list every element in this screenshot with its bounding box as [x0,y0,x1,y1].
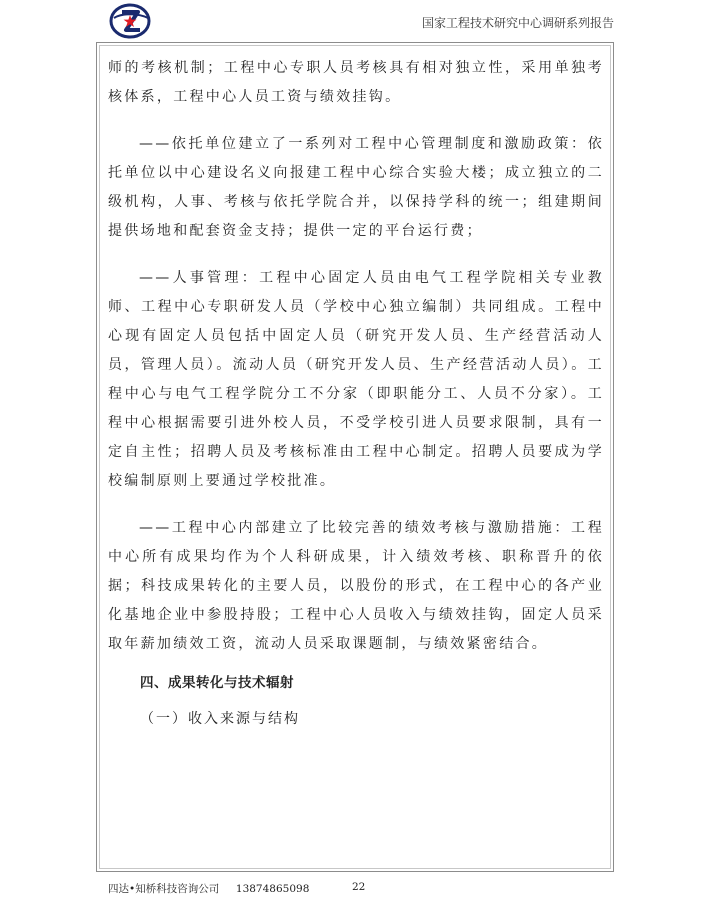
section-heading: 四、成果转化与技术辐射 [140,675,294,691]
page-number: 22 [352,881,366,893]
subsection-heading: （一）收入来源与结构 [140,711,300,727]
paragraph-gap [108,496,604,514]
paragraph-assessment-continued: 师的考核机制；工程中心专职人员考核具有相对独立性，采用单独考核体系，工程中心人员工资与绩效挂钩。 [108,60,604,105]
footer-company-name: 四达•知桥科技咨询公司 [108,883,220,895]
paragraph-gap [108,659,604,669]
paragraph-personnel-management: ——人事管理：工程中心固定人员由电气工程学院相关专业教师、工程中心专职研发人员（学校中心独立编制）共同组成。工程中心现有固定人员包括中固定人员（研究开发人员、生产经营活动人员，管理人员）。流动人员（研究开发人员、生产经营活动人员）。工程中心与电气工程学院分工不分家（即职能分工、人员不分家）。工程中心根据需要引进外校人员，不受学校引进人员要求限制，具有一定自主性；招聘人员及考核标准由工程中心制定。招聘人员要成为学校编制原则上要通过学校批准。 [108,270,604,489]
sida-logo-icon [108,2,152,40]
paragraph-performance-incentives: ——工程中心内部建立了比较完善的绩效考核与激励措施：工程中心所有成果均作为个人科研成果，计入绩效考核、职称晋升的依据；科技成果转化的主要人员，以股份的形式，在工程中心的各产业化基地企业中参股持股；工程中心人员收入与绩效挂钩，固定人员采取年薪加绩效工资，流动人员采取课题制，与绩效紧密结合。 [108,520,604,652]
report-series-title: 国家工程技术研究中心调研系列报告 [421,16,614,30]
document-body [108,54,604,733]
paragraph-gap [108,697,604,705]
company-logo [108,2,152,40]
paragraph-gap [108,246,604,264]
footer-phone: 13874865098 [235,883,310,895]
paragraph-host-unit-policies: ——依托单位建立了一系列对工程中心管理制度和激励政策：依托单位以中心建设名义向报建工程中心综合实验大楼；成立独立的二级机构，人事、考核与依托学院合并，以保持学科的统一；组建期间提供场地和配套资金支持；提供一定的平台运行费； [108,136,604,239]
footer-company-info [108,881,309,896]
paragraph-gap [108,112,604,130]
